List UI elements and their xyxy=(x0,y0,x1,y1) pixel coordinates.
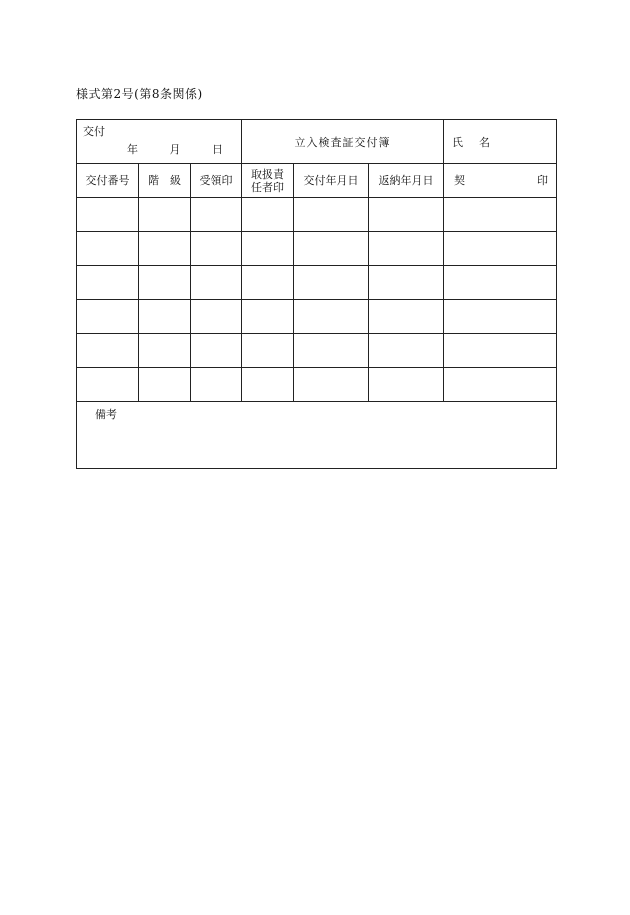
entry-cell[interactable] xyxy=(191,198,242,232)
entry-cell[interactable] xyxy=(77,198,139,232)
entry-row xyxy=(77,368,557,402)
col-issue-number: 交付番号 xyxy=(77,164,139,198)
entry-cell[interactable] xyxy=(294,266,369,300)
entry-cell[interactable] xyxy=(444,334,557,368)
entry-cell[interactable] xyxy=(242,300,294,334)
entry-cell[interactable] xyxy=(444,198,557,232)
entry-cell[interactable] xyxy=(77,334,139,368)
entry-cell[interactable] xyxy=(242,198,294,232)
entry-cell[interactable] xyxy=(369,232,444,266)
entry-cell[interactable] xyxy=(77,266,139,300)
entry-cell[interactable] xyxy=(444,266,557,300)
entry-row xyxy=(77,334,557,368)
entry-cell[interactable] xyxy=(77,300,139,334)
entry-cell[interactable] xyxy=(369,334,444,368)
remarks-label: 備考 xyxy=(95,408,117,421)
entry-cell[interactable] xyxy=(444,368,557,402)
entry-cell[interactable] xyxy=(139,334,191,368)
col-issue-date: 交付年月日 xyxy=(294,164,369,198)
name-label-surname: 氏 xyxy=(452,135,464,149)
entry-cell[interactable] xyxy=(191,232,242,266)
entry-cell[interactable] xyxy=(242,334,294,368)
remarks-row xyxy=(77,402,557,469)
entry-cell[interactable] xyxy=(369,266,444,300)
entry-cell[interactable] xyxy=(139,266,191,300)
issue-date-cell xyxy=(77,120,242,164)
entry-row xyxy=(77,198,557,232)
name-label-given: 名 xyxy=(479,135,491,149)
entry-cell[interactable] xyxy=(444,300,557,334)
entry-cell[interactable] xyxy=(294,232,369,266)
col-agreement-seal xyxy=(444,164,557,198)
day-label: 日 xyxy=(212,143,224,156)
col-agreement-label: 契 xyxy=(454,174,466,187)
entry-cell[interactable] xyxy=(294,368,369,402)
entry-rows xyxy=(77,198,557,402)
entry-cell[interactable] xyxy=(242,232,294,266)
year-label: 年 xyxy=(127,143,139,156)
column-header-row xyxy=(77,164,557,198)
entry-cell[interactable] xyxy=(191,300,242,334)
entry-cell[interactable] xyxy=(139,198,191,232)
entry-cell[interactable] xyxy=(294,198,369,232)
entry-cell[interactable] xyxy=(294,300,369,334)
remarks-cell[interactable] xyxy=(77,402,557,469)
entry-cell[interactable] xyxy=(444,232,557,266)
col-seal-label: 印 xyxy=(537,174,549,187)
col-handler-seal-line2: 任者印 xyxy=(251,180,285,194)
col-return-date: 返納年月日 xyxy=(369,164,444,198)
col-rank: 階 級 xyxy=(139,164,191,198)
entry-cell[interactable] xyxy=(77,232,139,266)
ledger-table xyxy=(76,119,557,469)
ledger-title: 立入検査証交付簿 xyxy=(242,120,444,164)
entry-cell[interactable] xyxy=(294,334,369,368)
entry-cell[interactable] xyxy=(242,368,294,402)
entry-row xyxy=(77,266,557,300)
col-handler-seal-line1: 取扱責 xyxy=(251,167,285,181)
entry-cell[interactable] xyxy=(242,266,294,300)
entry-cell[interactable] xyxy=(77,368,139,402)
entry-cell[interactable] xyxy=(139,232,191,266)
entry-cell[interactable] xyxy=(191,266,242,300)
issue-date-fields xyxy=(77,141,241,157)
entry-cell[interactable] xyxy=(139,300,191,334)
month-label: 月 xyxy=(169,143,181,156)
col-handler-seal xyxy=(242,164,294,198)
entry-row xyxy=(77,232,557,266)
form-heading: 様式第2号(第8条関係) xyxy=(76,87,203,101)
entry-cell[interactable] xyxy=(369,198,444,232)
name-cell xyxy=(444,120,557,164)
ledger-top-row xyxy=(77,120,557,164)
entry-cell[interactable] xyxy=(369,300,444,334)
entry-cell[interactable] xyxy=(139,368,191,402)
issue-label: 交付 xyxy=(83,125,105,138)
entry-cell[interactable] xyxy=(369,368,444,402)
entry-row xyxy=(77,300,557,334)
col-receipt-seal: 受領印 xyxy=(191,164,242,198)
entry-cell[interactable] xyxy=(191,368,242,402)
entry-cell[interactable] xyxy=(191,334,242,368)
